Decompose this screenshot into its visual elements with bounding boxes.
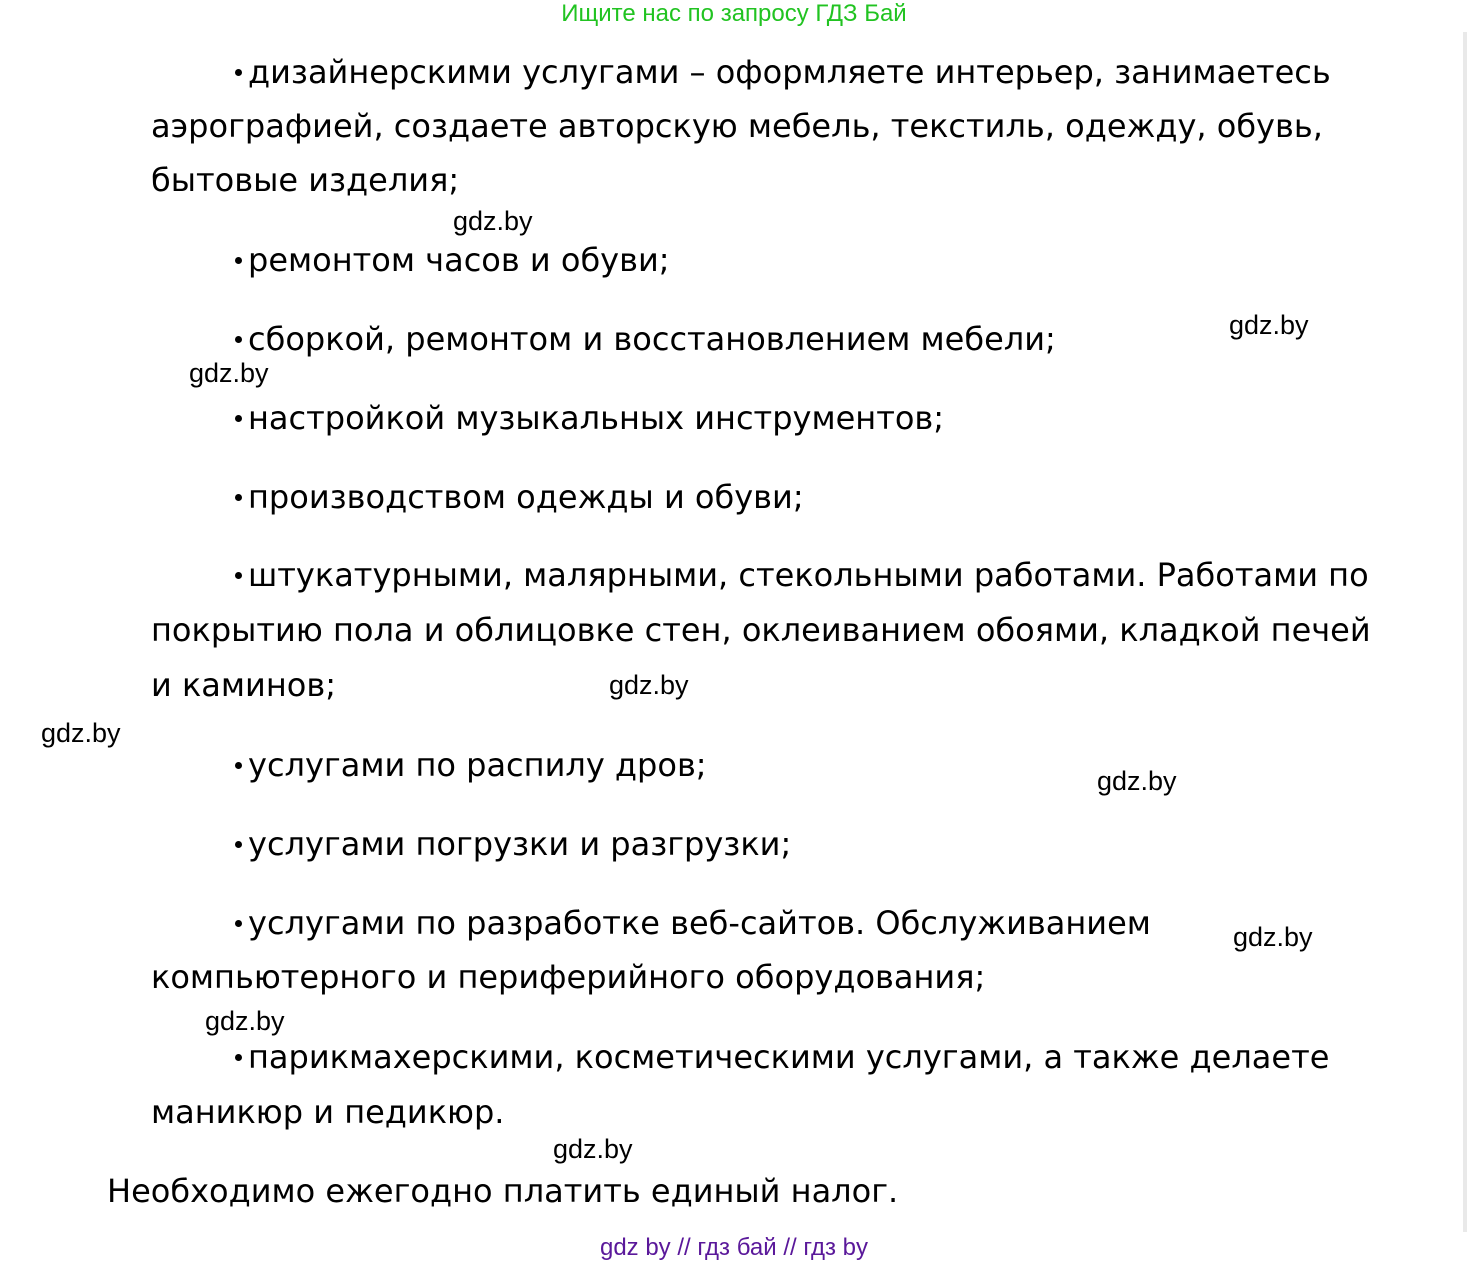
- list-item: [235, 1037, 1329, 1077]
- list-item-text: сборкой, ремонтом и восстановлением мебели;: [248, 320, 1056, 358]
- list-item: [235, 555, 1369, 595]
- list-item-text: настройкой музыкальных инструментов;: [248, 399, 945, 437]
- watermark: gdz.by: [1233, 922, 1313, 952]
- list-item-continuation: и каминов;: [151, 666, 336, 704]
- list-item: [235, 319, 1056, 359]
- watermark: gdz.by: [205, 1006, 285, 1036]
- watermark: gdz.by: [1097, 766, 1177, 796]
- bullet-icon: [235, 415, 242, 422]
- bullet-icon: [235, 494, 242, 501]
- bullet-icon: [235, 841, 242, 848]
- list-item: [235, 745, 707, 785]
- list-item-continuation: покрытию пола и облицовке стен, оклеиванием обоями, кладкой печей: [151, 611, 1371, 649]
- bullet-icon: [235, 762, 242, 769]
- conclusion-text: Необходимо ежегодно платить единый налог.: [107, 1172, 899, 1210]
- watermark: gdz.by: [41, 718, 121, 748]
- list-item-text: услугами по распилу дров;: [248, 746, 707, 784]
- bullet-icon: [235, 257, 242, 264]
- list-item-text: услугами по разработке веб-сайтов. Обслуживанием: [248, 904, 1151, 942]
- list-item-text: штукатурными, малярными, стекольными работами. Работами по: [248, 556, 1369, 594]
- list-item: [235, 240, 670, 280]
- list-item: [235, 398, 944, 438]
- list-item-text: услугами погрузки и разгрузки;: [248, 825, 792, 863]
- list-item-continuation: компьютерного и периферийного оборудования;: [151, 958, 986, 996]
- bullet-icon: [235, 69, 242, 76]
- bullet-icon: [235, 920, 242, 927]
- list-item-continuation: бытовые изделия;: [151, 161, 460, 199]
- footer-links: gdz by // гдз бай // гдз by: [599, 1234, 869, 1261]
- list-item-continuation: маникюр и педикюр.: [151, 1093, 505, 1131]
- watermark: gdz.by: [609, 670, 689, 700]
- page-edge-bar: [1463, 32, 1467, 1232]
- list-item: [235, 824, 791, 864]
- watermark: gdz.by: [453, 206, 533, 236]
- watermark: gdz.by: [553, 1134, 633, 1164]
- search-hint-header: Ищите нас по запросу ГДЗ Бай: [561, 0, 907, 27]
- list-item-text: производством одежды и обуви;: [248, 478, 804, 516]
- watermark: gdz.by: [189, 358, 269, 388]
- bullet-icon: [235, 336, 242, 343]
- bullet-icon: [235, 572, 242, 579]
- list-item-text: парикмахерскими, косметическими услугами, а также делаете: [248, 1038, 1330, 1076]
- watermark: gdz.by: [1229, 310, 1309, 340]
- list-item-text: дизайнерскими услугами – оформляете интерьер, занимаетесь: [248, 53, 1331, 91]
- list-item: [235, 477, 804, 517]
- list-item: [235, 52, 1331, 92]
- bullet-icon: [235, 1054, 242, 1061]
- list-item-text: ремонтом часов и обуви;: [248, 241, 670, 279]
- list-item: [235, 903, 1151, 943]
- list-item-continuation: аэрографией, создаете авторскую мебель, текстиль, одежду, обувь,: [151, 107, 1323, 145]
